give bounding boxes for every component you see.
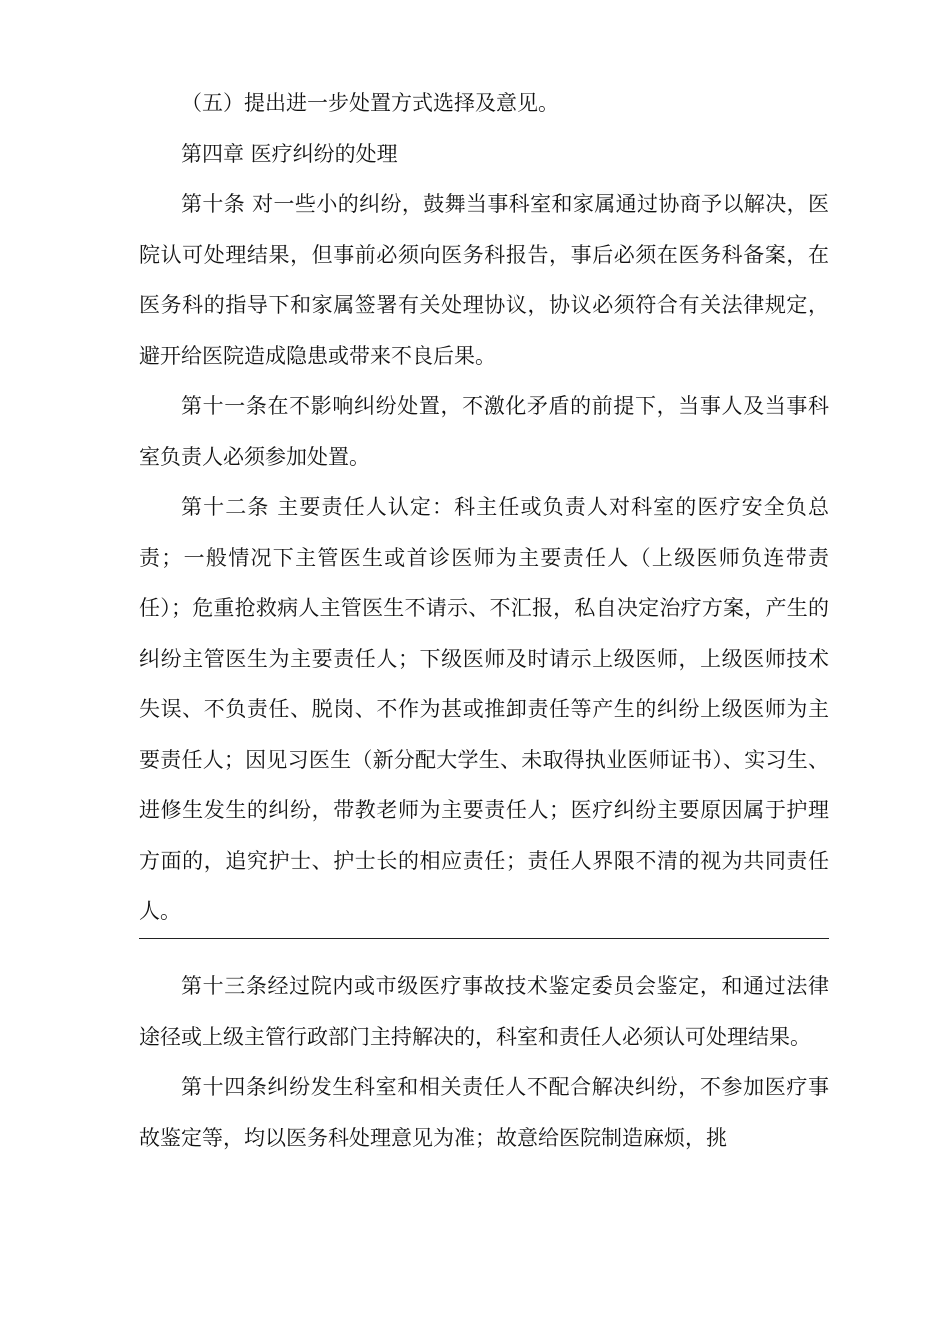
section-divider xyxy=(139,938,829,939)
lower-text-section xyxy=(139,961,829,1163)
article-fourteen-paragraph: 第十四条纠纷发生科室和相关责任人不配合解决纠纷，不参加医疗事故鉴定等，均以医务科处理意见为准；故意给医院制造麻烦，挑 xyxy=(139,1075,829,1150)
article-eleven-paragraph: 第十一条在不影响纠纷处置，不激化矛盾的前提下，当事人及当事科室负责人必须参加处置。 xyxy=(139,394,829,469)
article-ten-paragraph: 第十条 对一些小的纠纷，鼓舞当事科室和家属通过协商予以解决，医院认可处理结果，但事前必须向医务科报告，事后必须在医务科备案，在医务科的指导下和家属签署有关处理协议，协议必须符合有关法律规定，避开给医院造成隐患或带来不良后果。 xyxy=(139,192,829,368)
article-twelve-paragraph: 第十二条 主要责任人认定：科主任或负责人对科室的医疗安全负总责；一般情况下主管医生或首诊医师为主要责任人（上级医师负连带责任）；危重抢救病人主管医生不请示、不汇报，私自决定治疗方案，产生的纠纷主管医生为主要责任人；下级医师及时请示上级医师，上级医师技术失误、不负责任、脱岗、不作为甚或推卸责任等产生的纠纷上级医师为主要责任人；因见习医生（新分配大学生、未取得执业医师证书）、实习生、进修生发生的纠纷，带教老师为主要责任人；医疗纠纷主要原因属于护理方面的，追究护士、护士长的相应责任；责任人界限不清的视为共同责任人。 xyxy=(139,495,829,923)
upper-text-section xyxy=(139,78,829,937)
chapter-four-heading: 第四章 医疗纠纷的处理 xyxy=(181,141,398,166)
article-thirteen-paragraph: 第十三条经过院内或市级医疗事故技术鉴定委员会鉴定，和通过法律途径或上级主管行政部门主持解决的，科室和责任人必须认可处理结果。 xyxy=(139,974,829,1049)
paragraph-item-five: （五）提出进一步处置方式选择及意见。 xyxy=(181,91,559,115)
